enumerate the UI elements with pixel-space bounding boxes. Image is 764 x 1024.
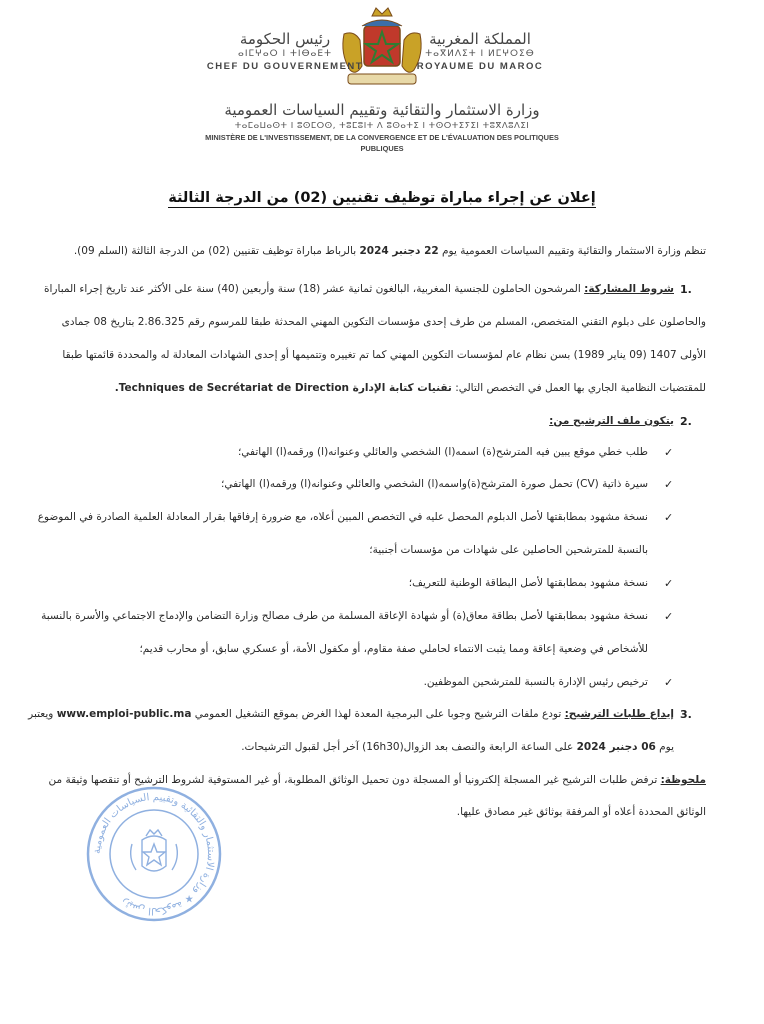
government-ar: رئيس الحكومة — [239, 30, 331, 48]
list-item: طلب خطي موقع يبين فيه المترشح(ة) اسمه(ا) الشخصي والعائلي وعنوانه(ا) ورقمه(ا) الهاتفي؛ — [237, 446, 648, 458]
kingdom-fr: ROYAUME DU MAROC — [416, 61, 544, 72]
emploi-public-link[interactable]: www.emploi-public.ma — [56, 708, 192, 720]
list-item: سيرة ذاتية (CV) تحمل صورة المترشح(ة)واسمه(ا) الشخصي والعائلي وعنوانه(ا) ورقمه(ا) الهاتفي؛ — [221, 478, 648, 490]
note-line-1: ملحوظة: ترفض طلبات الترشيح غير المسجلة إلكترونيا أو المسجلة دون تحميل الوثائق المطلوبة، أو غير المستوفية لشروط الترشيح أو تنقصها وثيقة من — [48, 774, 706, 786]
list-item-continuation: للأشخاص في وضعية إعاقة ومما يثبت الانتماء لحاملي صفة مقاوم، أو مكفول الأمة، أو عسكري سابق، أو محارب قديم؛ — [139, 643, 648, 655]
section-2-number: 2. — [680, 415, 692, 428]
check-icon: ✓ — [664, 577, 674, 590]
page-title: إعلان عن إجراء مباراة توظيف تقنيين (02) من الدرجة الثالثة — [168, 190, 596, 206]
government-fr: CHEF DU GOUVERNEMENT — [206, 61, 364, 72]
section-1-line-4: للمقتضيات النظامية الجاري بها العمل في التخصص التالي: تقنيات كتابة الإدارة Techniques de Secrétariat de Direction. — [114, 382, 706, 394]
kingdom-ar: المملكة المغربية — [429, 30, 531, 48]
list-item-continuation: بالنسبة للمترشحين الحاصلين على شهادات من مؤسسات أجنبية؛ — [369, 544, 648, 556]
section-3-number: 3. — [680, 708, 692, 721]
official-stamp — [84, 784, 224, 924]
note-heading: ملحوظة: — [660, 774, 706, 786]
check-icon: ✓ — [664, 610, 674, 623]
section-1-heading: شروط المشاركة: — [584, 283, 674, 295]
section-2-heading-row — [62, 415, 674, 427]
check-icon: ✓ — [664, 446, 674, 459]
list-item: نسخة مشهود بمطابقتها لأصل الدبلوم المحصل عليه في التخصص المبين أعلاه، مع ضرورة إرفاقها بقرار المعادلة العلمية الصادرة في الموضوع — [37, 511, 648, 523]
section-1-line-1: شروط المشاركة: المرشحون الحاملون للجنسية المغربية، البالغون ثمانية عشر (18) سنة وأربعين (40) سنة على الأكثر عند تاريخ إجراء المباراة — [44, 283, 674, 295]
section-3-line-2: يوم 06 دجنبر 2024 على الساعة الرابعة والنصف بعد الزوال(16h30) آخر أجل لقبول الترشيحات. — [241, 741, 674, 753]
section-1-line-2: والحاصلون على دبلوم التقني المتخصص، المسلم من طرف إحدى مؤسسات التكوين المهني المحدثة طبقا للمرسوم رقم 2.86.325 بتاريخ 08 جمادى — [61, 316, 706, 328]
list-item: نسخة مشهود بمطابقتها لأصل بطاقة معاق(ة) أو شهادة الإعاقة المسلمة من طرف مصالح وزارة التضامن والإدماج الاجتماعي والأسرة بالنسبة — [41, 610, 648, 622]
section-3-line-1: إيداع طلبات الترشيح: تودع ملفات الترشيح وجوبا على البرمجية المعدة لهذا الغرض بموقع التشغيل العمومي www.emploi-public.ma ويعتبر — [28, 708, 674, 720]
list-item: نسخة مشهود بمطابقتها لأصل البطاقة الوطنية للتعريف؛ — [408, 577, 648, 589]
government-header — [205, 30, 365, 73]
ministry-header — [200, 101, 564, 154]
intro-paragraph: تنظم وزارة الاستثمار والتقائية وتقييم السياسات العمومية يوم 22 دجنبر 2024 بالرباط مباراة توظيف تقنيين (02) من الدرجة الثالثة (السلم 09). — [73, 245, 706, 257]
ministry-tifinagh: ⵜⴰⵎⴰⵡⴰⵙⵜ ⵏ ⵓⵙⵎⵔⵙ, ⵜⵓⵎⵓⵏⵜ ⴷ ⵓⵙⴰⵜⵉ ⵏ ⵜⵙⵔⵜⵉⵢⵉⵏ ⵜⵓⴳⴷⵓⴷⵉⵏ — [234, 121, 530, 131]
stamp-emblem-icon — [131, 830, 178, 871]
list-item: ترخيص رئيس الإدارة بالنسبة للمترشحين الموظفين. — [423, 676, 648, 688]
ministry-fr: MINISTÈRE DE L'INVESTISSEMENT, DE LA CONVERGENCE ET DE L'ÉVALUATION DES POLITIQUES PUBLIQUES — [205, 133, 559, 153]
section-3-heading: إيداع طلبات الترشيح: — [564, 708, 674, 720]
kingdom-tifinagh: ⵜⴰⴳⵍⴷⵉⵜ ⵏ ⵍⵎⵖⵔⵉⴱ — [425, 49, 535, 59]
section-2-heading: يتكون ملف الترشيح من: — [549, 415, 674, 427]
government-tifinagh: ⴰⵏⵎⵖⴰⵔ ⵏ ⵜⵏⴱⴰⴹⵜ — [238, 49, 332, 59]
section-1-line-3: الأولى 1407 (09 يناير 1989) بسن نظام عام لمؤسسات التكوين المهني كما تم تغييره وتتميمها أو إحدى الشهادات المعادلة له والمحددة قائمتها طبقا — [62, 349, 706, 361]
check-icon: ✓ — [664, 511, 674, 524]
section-1-number: 1. — [680, 283, 692, 296]
check-icon: ✓ — [664, 676, 674, 689]
stamp-ring-text: رئيس الحكومة ★ وزارة الاستثمار والتقائية وتقييم السياسات العمومية — [91, 791, 217, 917]
ministry-ar: وزارة الاستثمار والتقائية وتقييم السياسات العمومية — [224, 101, 540, 119]
check-icon: ✓ — [664, 478, 674, 491]
note-line-2: الوثائق المحددة أعلاه أو المرفقة بوثائق غير مصادق عليها. — [456, 806, 706, 818]
